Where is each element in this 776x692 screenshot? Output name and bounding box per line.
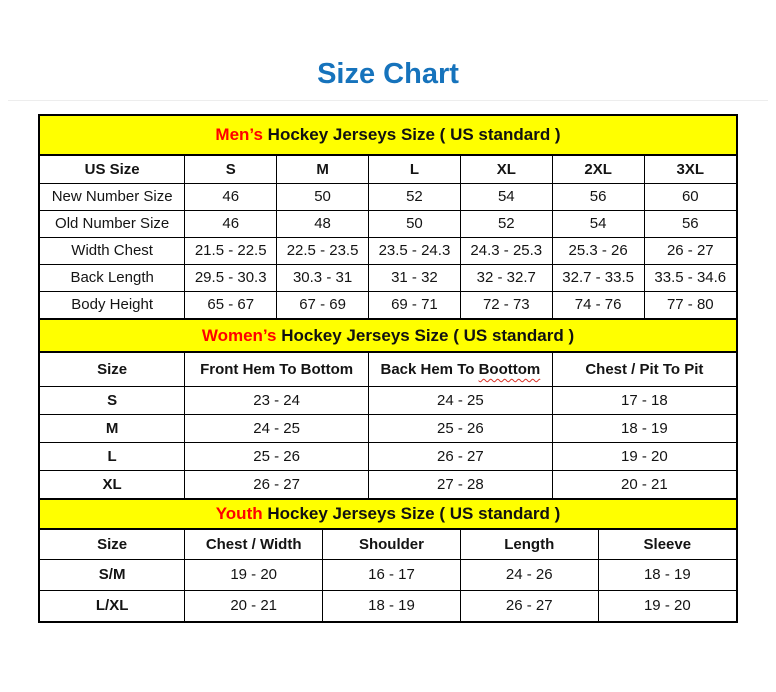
cell: 77 - 80 [644,291,736,318]
cell: 60 [644,183,736,210]
cell: 65 - 67 [185,291,277,318]
column-header: Front Hem To Bottom [185,353,369,386]
womens-section-header [40,318,736,353]
cell: 33.5 - 34.6 [644,264,736,291]
cell: 18 - 19 [323,590,461,621]
table-header-row [40,353,736,386]
cell: 24 - 25 [369,386,553,414]
column-header: 3XL [644,156,736,183]
cell: 52 [369,183,461,210]
column-header [369,353,553,386]
column-header-text: Back Hem To [380,360,479,378]
column-header: S [185,156,277,183]
cell: 69 - 71 [369,291,461,318]
column-header: Size [40,530,185,559]
cell: 54 [552,210,644,237]
column-header: Length [460,530,598,559]
womens-section-highlight: Women’s [201,326,277,345]
column-header: Sleeve [598,530,736,559]
table-row [40,386,736,414]
cell: 26 - 27 [369,442,553,470]
cell: 46 [185,183,277,210]
cell: 18 - 19 [598,559,736,590]
column-header: XL [460,156,552,183]
mens-section-highlight: Men’s [215,125,263,144]
row-label: L [40,442,185,470]
cell: 23 - 24 [185,386,369,414]
column-header: Chest / Pit To Pit [552,353,736,386]
youth-section-header [40,498,736,530]
cell: 50 [369,210,461,237]
cell: 20 - 21 [552,470,736,498]
row-label: XL [40,470,185,498]
table-row [40,210,736,237]
cell: 23.5 - 24.3 [369,237,461,264]
column-header: Chest / Width [185,530,323,559]
cell: 27 - 28 [369,470,553,498]
row-label: New Number Size [40,183,185,210]
column-header: US Size [40,156,185,183]
row-label: M [40,414,185,442]
table-row [40,264,736,291]
table-row [40,237,736,264]
table-row [40,414,736,442]
cell: 46 [185,210,277,237]
cell: 26 - 27 [644,237,736,264]
cell: 56 [552,183,644,210]
row-label: L/XL [40,590,185,621]
cell: 25 - 26 [369,414,553,442]
table-row [40,442,736,470]
row-label: S [40,386,185,414]
youth-size-table [40,530,736,621]
cell: 56 [644,210,736,237]
size-chart [38,114,738,623]
column-header: M [277,156,369,183]
cell: 19 - 20 [552,442,736,470]
column-header: Size [40,353,185,386]
cell: 48 [277,210,369,237]
cell: 26 - 27 [185,470,369,498]
cell: 17 - 18 [552,386,736,414]
row-label: S/M [40,559,185,590]
cell: 25.3 - 26 [552,237,644,264]
table-row [40,183,736,210]
cell: 16 - 17 [323,559,461,590]
cell: 22.5 - 23.5 [277,237,369,264]
cell: 19 - 20 [598,590,736,621]
table-row [40,470,736,498]
title-divider [8,100,768,101]
mens-section-header [40,116,736,156]
womens-size-table [40,353,736,498]
cell: 74 - 76 [552,291,644,318]
table-row [40,590,736,621]
womens-section-title: Hockey Jerseys Size ( US standard ) [276,326,575,345]
cell: 20 - 21 [185,590,323,621]
cell: 30.3 - 31 [277,264,369,291]
cell: 72 - 73 [460,291,552,318]
mens-section-title: Hockey Jerseys Size ( US standard ) [262,125,561,144]
cell: 26 - 27 [460,590,598,621]
column-header: 2XL [552,156,644,183]
cell: 54 [460,183,552,210]
column-header: L [369,156,461,183]
cell: 19 - 20 [185,559,323,590]
youth-section-title: Hockey Jerseys Size ( US standard ) [262,504,561,523]
table-header-row [40,156,736,183]
table-row [40,291,736,318]
cell: 52 [460,210,552,237]
youth-section-highlight: Youth [215,504,263,523]
cell: 24 - 26 [460,559,598,590]
cell: 24 - 25 [185,414,369,442]
cell: 24.3 - 25.3 [460,237,552,264]
column-header: Shoulder [323,530,461,559]
cell: 21.5 - 22.5 [185,237,277,264]
row-label: Back Length [40,264,185,291]
cell: 29.5 - 30.3 [185,264,277,291]
cell: 18 - 19 [552,414,736,442]
misspelled-word: Boottom [478,360,541,378]
cell: 32 - 32.7 [460,264,552,291]
cell: 31 - 32 [369,264,461,291]
row-label: Old Number Size [40,210,185,237]
page-title: Size Chart [317,58,459,90]
cell: 25 - 26 [185,442,369,470]
row-label: Body Height [40,291,185,318]
cell: 50 [277,183,369,210]
table-row [40,559,736,590]
cell: 32.7 - 33.5 [552,264,644,291]
mens-size-table [40,156,736,318]
table-header-row [40,530,736,559]
row-label: Width Chest [40,237,185,264]
cell: 67 - 69 [277,291,369,318]
